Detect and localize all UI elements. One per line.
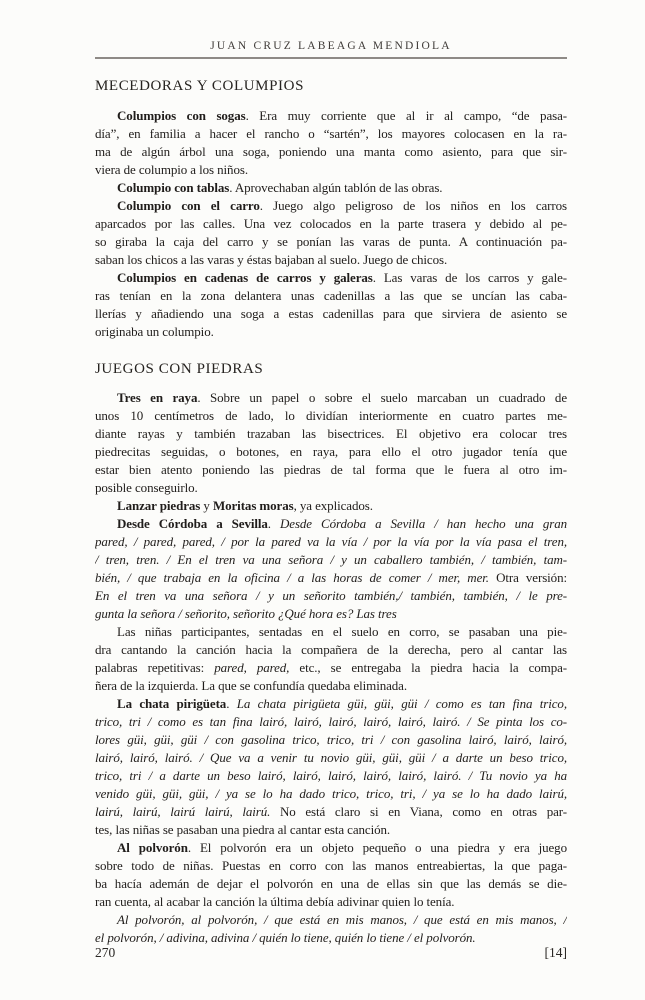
text-segment: unos 10 centímetros de lado, lo dividían interiormente en cuatro partes me- — [95, 408, 567, 423]
section-body-juegos — [95, 389, 567, 947]
text-segment: Columpio con tablas — [117, 180, 230, 195]
text-line — [95, 893, 567, 911]
text-segment: lores güi, güi, güi / con gasolina trico, trico, tri / con gasolina lairó, lairó, lairó, — [95, 732, 567, 747]
paragraph — [95, 389, 567, 497]
text-line — [95, 803, 567, 821]
section-heading-juegos-con-piedras: JUEGOS CON PIEDRAS — [95, 361, 264, 377]
text-line — [95, 269, 567, 287]
text-segment: Al polvorón — [117, 840, 188, 855]
text-segment: . Aprovechaban algún tablón de las obras. — [229, 180, 443, 195]
text-segment: ba hacía ademán de dejar el polvorón en una de ellas sin que las demás se die- — [95, 876, 567, 891]
paragraph — [95, 107, 567, 179]
text-line — [95, 323, 567, 341]
page-number: 270 — [95, 945, 116, 960]
text-line — [95, 389, 567, 407]
text-segment: Columpios en cadenas de carros y galeras — [117, 270, 373, 285]
paragraph — [95, 911, 567, 947]
text-segment: estar bien atento poniendo las piedras de tal forma que le fuera al otro im- — [95, 462, 567, 477]
text-segment: etc., se entregaba la piedra hacia la compa- — [289, 660, 567, 675]
section-body-mecedoras — [95, 107, 567, 341]
running-header: JUAN CRUZ LABEAGA MENDIOLA — [210, 40, 452, 52]
paragraph — [95, 839, 567, 911]
text-segment: Desde Córdoba a Sevilla — [117, 516, 268, 531]
text-segment: originaba un columpio. — [95, 324, 214, 339]
text-line — [95, 749, 567, 767]
text-segment: tes, las niñas se pasaban una piedra al cantar esta canción. — [95, 822, 391, 837]
text-line — [95, 443, 567, 461]
text-segment: . Sobre un papel o sobre el suelo marcaban un cuadrado de — [197, 390, 567, 405]
page-footer — [95, 945, 567, 961]
text-segment: ma de algún árbol una soga, poniendo una manta como asiento, para que sir- — [95, 144, 567, 159]
text-segment: La chata pirigüeta güi, güi, güi / como es tan fina trico, — [236, 696, 567, 711]
text-line — [95, 197, 567, 215]
text-line — [95, 605, 567, 623]
text-segment: lairó, lairó, lairó. / Que va a venir tu novio güi, güi, güi / a darte un beso trico, — [95, 750, 567, 765]
text-segment: No está claro si en Viana, como en otras par- — [270, 804, 567, 819]
text-segment: el polvorón, / adivina, adivina / quién lo tiene, quién lo tiene / el polvorón. — [95, 930, 476, 945]
header-rule — [95, 57, 567, 59]
text-line — [95, 713, 567, 731]
text-segment: Columpio con el carro — [117, 198, 260, 213]
text-segment: lairú, lairú, lairú lairú, lairú. — [95, 804, 271, 819]
text-segment: . Las varas de los carros y gale- — [372, 270, 567, 285]
text-segment: Tres en raya — [117, 390, 198, 405]
text-segment: Al polvorón, al polvorón, / que está en mis manos, / que está en mis manos, / — [117, 912, 567, 927]
paragraph — [95, 695, 567, 839]
text-segment: Desde Córdoba a Sevilla / han hecho una gran — [279, 516, 567, 531]
text-segment: . Juego algo peligroso de los niños en los carros — [259, 198, 567, 213]
paragraph — [95, 179, 567, 197]
text-line — [95, 857, 567, 875]
paragraph — [95, 497, 567, 515]
text-segment: En el tren va una señora / y un señorito también,/ también, también, / le pre- — [95, 588, 567, 603]
text-line — [95, 731, 567, 749]
text-segment: Columpios con sogas — [117, 108, 246, 123]
text-segment: posible conseguirlo. — [95, 480, 198, 495]
text-line — [95, 767, 567, 785]
text-line — [95, 551, 567, 569]
text-line — [95, 533, 567, 551]
text-line — [95, 839, 567, 857]
text-line — [95, 479, 567, 497]
text-segment: sobre todo de niñas. Puestas en corro con las manos entreabiertas, la que paga- — [95, 858, 567, 873]
text-line — [95, 215, 567, 233]
text-segment: bién, / que trabaja en la oficina / a las horas de comer / mer, mer. — [95, 570, 489, 585]
text-line — [95, 143, 567, 161]
section-heading-mecedoras-y-columpios: MECEDORAS Y COLUMPIOS — [95, 78, 305, 94]
text-line — [95, 251, 567, 269]
text-segment: ras tenían en la zona delantera unas cadenillas a las que se uncían las caba- — [95, 288, 567, 303]
text-segment: Moritas moras — [212, 498, 294, 513]
text-segment: y — [200, 498, 213, 513]
text-segment: pared, pared, — [214, 660, 290, 675]
text-segment: viera de columpio a los niños. — [95, 162, 248, 177]
text-segment: so giraba la caja del carro y se ponían las varas de punta. A continuación pa- — [95, 234, 567, 249]
text-segment: . — [267, 516, 280, 531]
text-line — [95, 425, 567, 443]
text-segment: trico, tri / como es tan fina lairó, lairó, lairó, lairó, lairó, lairó. / Se pinta los co- — [95, 714, 567, 729]
text-line — [95, 677, 567, 695]
paragraph — [95, 197, 567, 269]
text-line — [95, 785, 567, 803]
text-segment: La chata pirigüeta — [117, 696, 227, 711]
text-line — [95, 641, 567, 659]
text-segment: ñera de la izquierda. La que se confundía quedaba eliminada. — [95, 678, 407, 693]
text-segment: palabras repetitivas: — [95, 660, 215, 675]
text-line — [95, 875, 567, 893]
text-segment: trico, tri / a darte un beso lairó, lairó, lairó, lairó, lairó, lairó. / Tu novio ya ha — [95, 768, 567, 783]
text-segment: , ya explicados. — [293, 498, 373, 513]
text-line — [95, 461, 567, 479]
text-segment: pared, / pared, pared, / por la pared va la vía / por la vía por la vía pasa el tren, — [95, 534, 567, 549]
text-line — [95, 623, 567, 641]
text-segment: . Era muy corriente que al ir al campo, “de pasa- — [245, 108, 567, 123]
paragraph — [95, 269, 567, 341]
text-line — [95, 407, 567, 425]
text-segment: Lanzar piedras — [117, 498, 201, 513]
text-line — [95, 569, 567, 587]
text-segment: Las niñas participantes, sentadas en el suelo en corro, se pasaban una pie- — [117, 624, 567, 639]
text-segment: ran cuenta, al acabar la canción la última debía adivinar quien lo tenía. — [95, 894, 455, 909]
text-line — [95, 179, 567, 197]
text-segment: llerías y añadiendo una soga a estas cadenillas para que sirviera de asiento se — [95, 306, 567, 321]
text-line — [95, 233, 567, 251]
text-segment: día”, en familia a hacer el rancho o “sartén”, los mayores colocasen en la ra- — [95, 126, 567, 141]
text-line — [95, 695, 567, 713]
text-segment: . El polvorón era un objeto pequeño o una piedra y era juego — [187, 840, 567, 855]
text-segment: diante rayas y también trazaban las bisectrices. El objetivo era colocar tres — [95, 426, 567, 441]
text-segment: aparcados por las calles. Una vez colocados en la parte trasera y debido al pe- — [95, 216, 567, 231]
text-segment: / tren, tren. / En el tren va una señora / y un caballero también, / también, tam- — [95, 552, 567, 567]
text-segment: piedrecitas seguidas, o botones, en raya, para ello el otro jugador tenía que — [95, 444, 567, 459]
bracket-number: [14] — [544, 945, 567, 960]
text-line — [95, 659, 567, 677]
text-line — [95, 125, 567, 143]
text-line — [95, 161, 567, 179]
text-line — [95, 305, 567, 323]
paragraph — [95, 515, 567, 623]
text-segment: venido güi, güi, güi, / ya se lo ha dado trico, trico, tri, / ya se lo ha dado lairú, — [95, 786, 567, 801]
text-line — [95, 587, 567, 605]
text-segment: dra cantando la canción hacia la compañera de la derecha, pero al cantar las — [95, 642, 567, 657]
text-line — [95, 287, 567, 305]
text-line — [95, 497, 567, 515]
text-line — [95, 821, 567, 839]
text-segment: . — [226, 696, 237, 711]
text-line — [95, 515, 567, 533]
text-segment: Otra versión: — [488, 570, 567, 585]
text-segment: saban los chicos a las varas y éstas bajaban al suelo. Juego de chicos. — [95, 252, 448, 267]
text-column — [95, 78, 567, 947]
text-segment: gunta la señora / señorito, señorito ¿Qué hora es? Las tres — [95, 606, 397, 621]
text-line — [95, 107, 567, 125]
paragraph — [95, 623, 567, 695]
text-line — [95, 911, 567, 929]
